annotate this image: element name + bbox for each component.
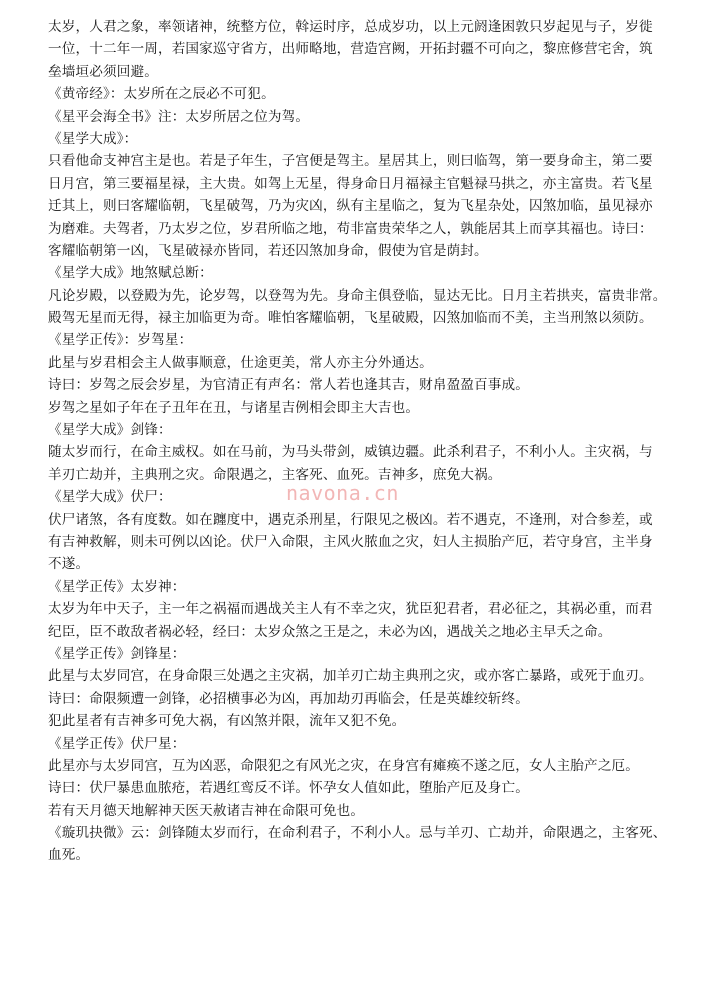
text-line: 随太岁而行，在命主威权。如在马前，为马头带剑，威镇边疆。此杀利君子，不利小人。主灾祸，与 xyxy=(48,444,653,461)
text-line: 日月宫，第三要福星禄，主大贵。如驾上无星，得身命日月福禄主官魁禄马拱之，亦主富贵。若飞星 xyxy=(48,175,653,192)
section-heading: 《黄帝经》：太岁所在之辰必不可犯。 xyxy=(48,86,275,103)
section-heading: 《星学大成》剑锋： xyxy=(48,422,172,439)
text-line: 此星与太岁同宫，在身命限三处遇之主灾祸，加羊刃亡劫主典刑之灾，或亦客亡暴路，或死于血刃。 xyxy=(48,668,653,685)
text-line: 此星与岁君相会主人做事顺意，仕途更美，常人亦主分外通达。 xyxy=(48,354,433,371)
text-line: 只看他命支神宫主是也。若是子年生，子宫便是驾主。星居其上，则曰临驾，第一要身命主，第二要 xyxy=(48,153,653,170)
text-line: 太岁为年中天子，主一年之祸福而遇战关主人有不幸之灾，犹臣犯君者，君必征之，其祸必重，而君 xyxy=(48,601,653,618)
section-heading: 《星学正传》剑锋星： xyxy=(48,645,186,662)
text-line: 岁驾之星如子年在子丑年在丑，与诸星吉例相会即主大吉也。 xyxy=(48,399,420,416)
text-line: 诗曰：岁驾之辰会岁星，为官清正有声名：常人若也逢其吉，财帛盈盈百事成。 xyxy=(48,377,530,394)
text-line: 不遂。 xyxy=(48,556,90,573)
text-line: 有吉神救解，则未可例以凶论。伏尸入命限，主风火脓血之灾，妇人主损胎产厄，若守身宫，主半身 xyxy=(48,533,653,550)
watermark-text: navona.cn xyxy=(286,481,399,505)
section-heading: 《星学正传》：岁驾星： xyxy=(48,332,193,349)
section-heading: 《星平会海全书》注：太岁所居之位为驾。 xyxy=(48,108,310,125)
section-heading: 《星学大成》地煞赋总断： xyxy=(48,265,213,282)
text-line: 迁其上，则曰客耀临朝，飞星破驾，乃为灾凶，纵有主星临之，复为飞星杂处，囚煞加临，虽见禄亦 xyxy=(48,198,653,215)
text-line: 殿驾无星而无得，禄主加临更为奇。唯怕客耀临朝，飞星破殿，囚煞加临而不美，主当刑煞以须防。 xyxy=(48,310,653,327)
text-line: 《璇玑抉微》云：剑锋随太岁而行，在命利君子，不利小人。忌与羊刃、亡劫并，命限遇之，主客死、 xyxy=(48,825,667,842)
document-body xyxy=(48,16,690,867)
section-heading: 《星学大成》： xyxy=(48,130,138,147)
text-line: 客耀临朝第一凶，飞星破禄亦皆同，若还囚煞加身命，假使为官是荫封。 xyxy=(48,242,488,259)
text-line: 此星亦与太岁同宫，互为凶恶，命限犯之有风光之灾，在身宫有瘫痪不遂之厄，女人主胎产之厄。 xyxy=(48,757,639,774)
text-line: 一位，十二年一周，若国家巡守省方，出师略地，营造宫阙，开拓封疆不可向之，黎庶修营宅舍，筑 xyxy=(48,41,653,58)
text-line: 血死。 xyxy=(48,847,90,864)
section-heading: 《星学正传》伏尸星： xyxy=(48,735,186,752)
section-heading: 《星学大成》伏尸： xyxy=(48,489,172,506)
section-heading: 《星学正传》太岁神： xyxy=(48,578,186,595)
text-line: 垒墙垣必须回避。 xyxy=(48,63,158,80)
text-line: 诗曰：命限频遭一剑锋，必招横事必为凶，再加劫刃再临会，任是英雄绞斩终。 xyxy=(48,690,530,707)
text-line: 太岁，人君之象，率领诸神，统整方位，斡运时序，总成岁功，以上元阏逢困敦只岁起见与子，岁徙 xyxy=(48,19,653,35)
text-line: 纪臣，臣不敢敌者祸必轻，经曰：太岁众煞之王是之，未必为凶，遇战关之地必主早夭之命。 xyxy=(48,623,612,640)
text-line: 若有天月德天地解神天医天赦诸吉神在命限可免也。 xyxy=(48,802,365,819)
text-line: 凡论岁殿，以登殿为先，论岁驾，以登驾为先。身命主俱登临，显达无比。日月主若拱夹，富贵非常。 xyxy=(48,287,667,304)
text-line: 为磨难。夫驾者，乃太岁之位，岁君所临之地，苟非富贵荣华之人，孰能居其上而享其福也。诗曰： xyxy=(48,220,653,237)
text-line: 诗曰：伏尸暴患血脓疮，若遇红鸾反不详。怀孕女人值如此，堕胎产厄及身亡。 xyxy=(48,780,530,797)
text-line: 伏尸诸煞，各有度数。如在躔度中，遇克杀刑星，行限见之极凶。若不遇克，不逢刑，对合参差，或 xyxy=(48,511,653,528)
text-line: 羊刃亡劫并，主典刑之灾。命限遇之，主客死、血死。吉神多，庶免大祸。 xyxy=(48,466,502,483)
text-line: 犯此星者有吉神多可免大祸，有凶煞并限，流年又犯不免。 xyxy=(48,713,406,730)
